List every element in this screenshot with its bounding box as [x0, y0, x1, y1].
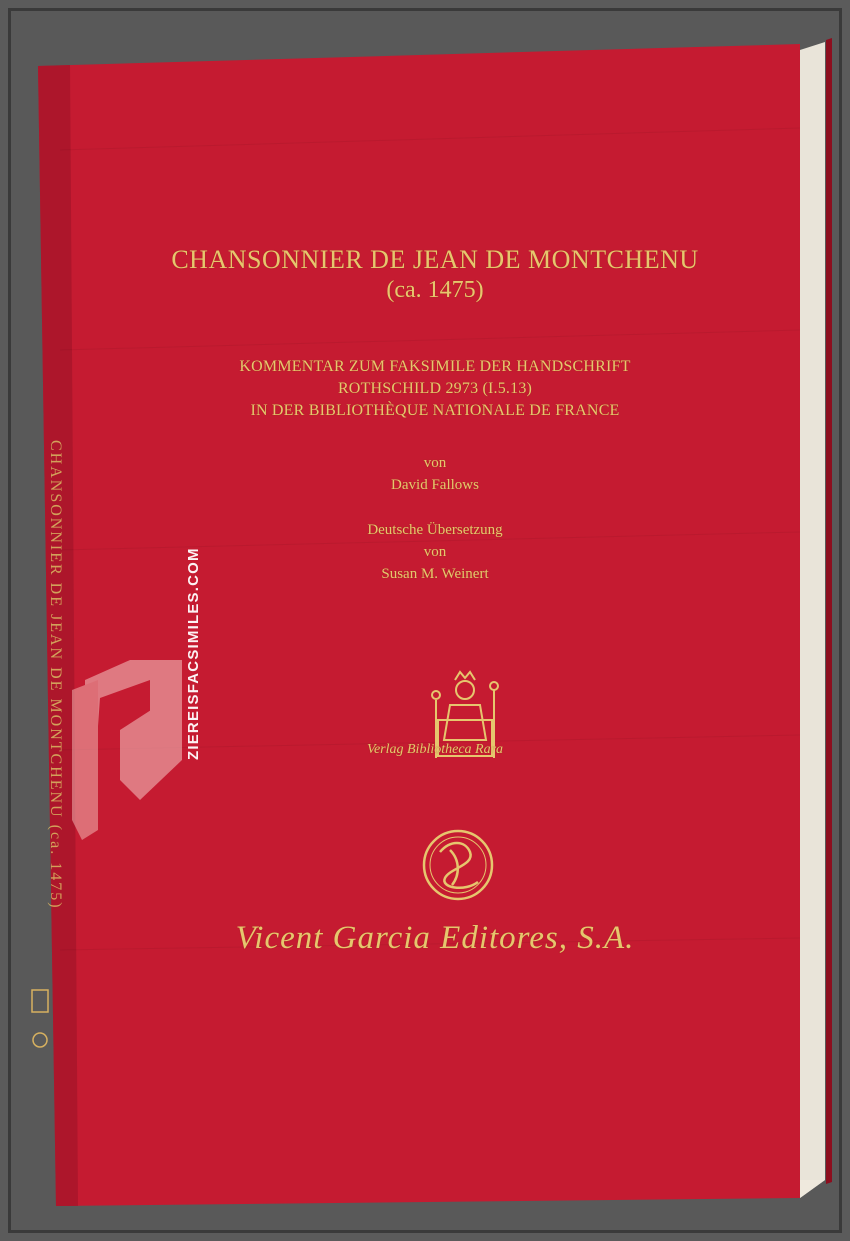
- cover-subtitle-2: ROTHSCHILD 2973 (I.5.13): [337, 380, 533, 397]
- cover-translator: Susan M. Weinert: [381, 566, 489, 582]
- spine-emblem-icon: [32, 990, 48, 1047]
- publisher-name-1: Verlag Bibliotheca Rara: [366, 742, 504, 757]
- page-edge: [800, 42, 825, 1198]
- cover-translation-label: Deutsche Übersetzung: [367, 522, 503, 538]
- front-cover: [38, 44, 800, 1206]
- cover-by-1: von: [423, 455, 447, 471]
- cover-author: David Fallows: [391, 477, 479, 493]
- watermark-text: ZIEREISFACSIMILES.COM: [185, 547, 202, 760]
- publisher-name-2: Vicent Garcia Editores, S.A.: [235, 920, 635, 956]
- cover-by-2: von: [423, 544, 447, 560]
- cover-date: (ca. 1475): [386, 277, 484, 303]
- cover-title: CHANSONNIER DE JEAN DE MONTCHENU: [171, 245, 699, 274]
- cover-subtitle-3: IN DER BIBLIOTHÈQUE NATIONALE DE FRANCE: [250, 402, 620, 419]
- spine-title: CHANSONNIER DE JEAN DE MONTCHENU (ca. 1475): [47, 440, 64, 910]
- cover-subtitle-1: KOMMENTAR ZUM FAKSIMILE DER HANDSCHRIFT: [239, 358, 631, 375]
